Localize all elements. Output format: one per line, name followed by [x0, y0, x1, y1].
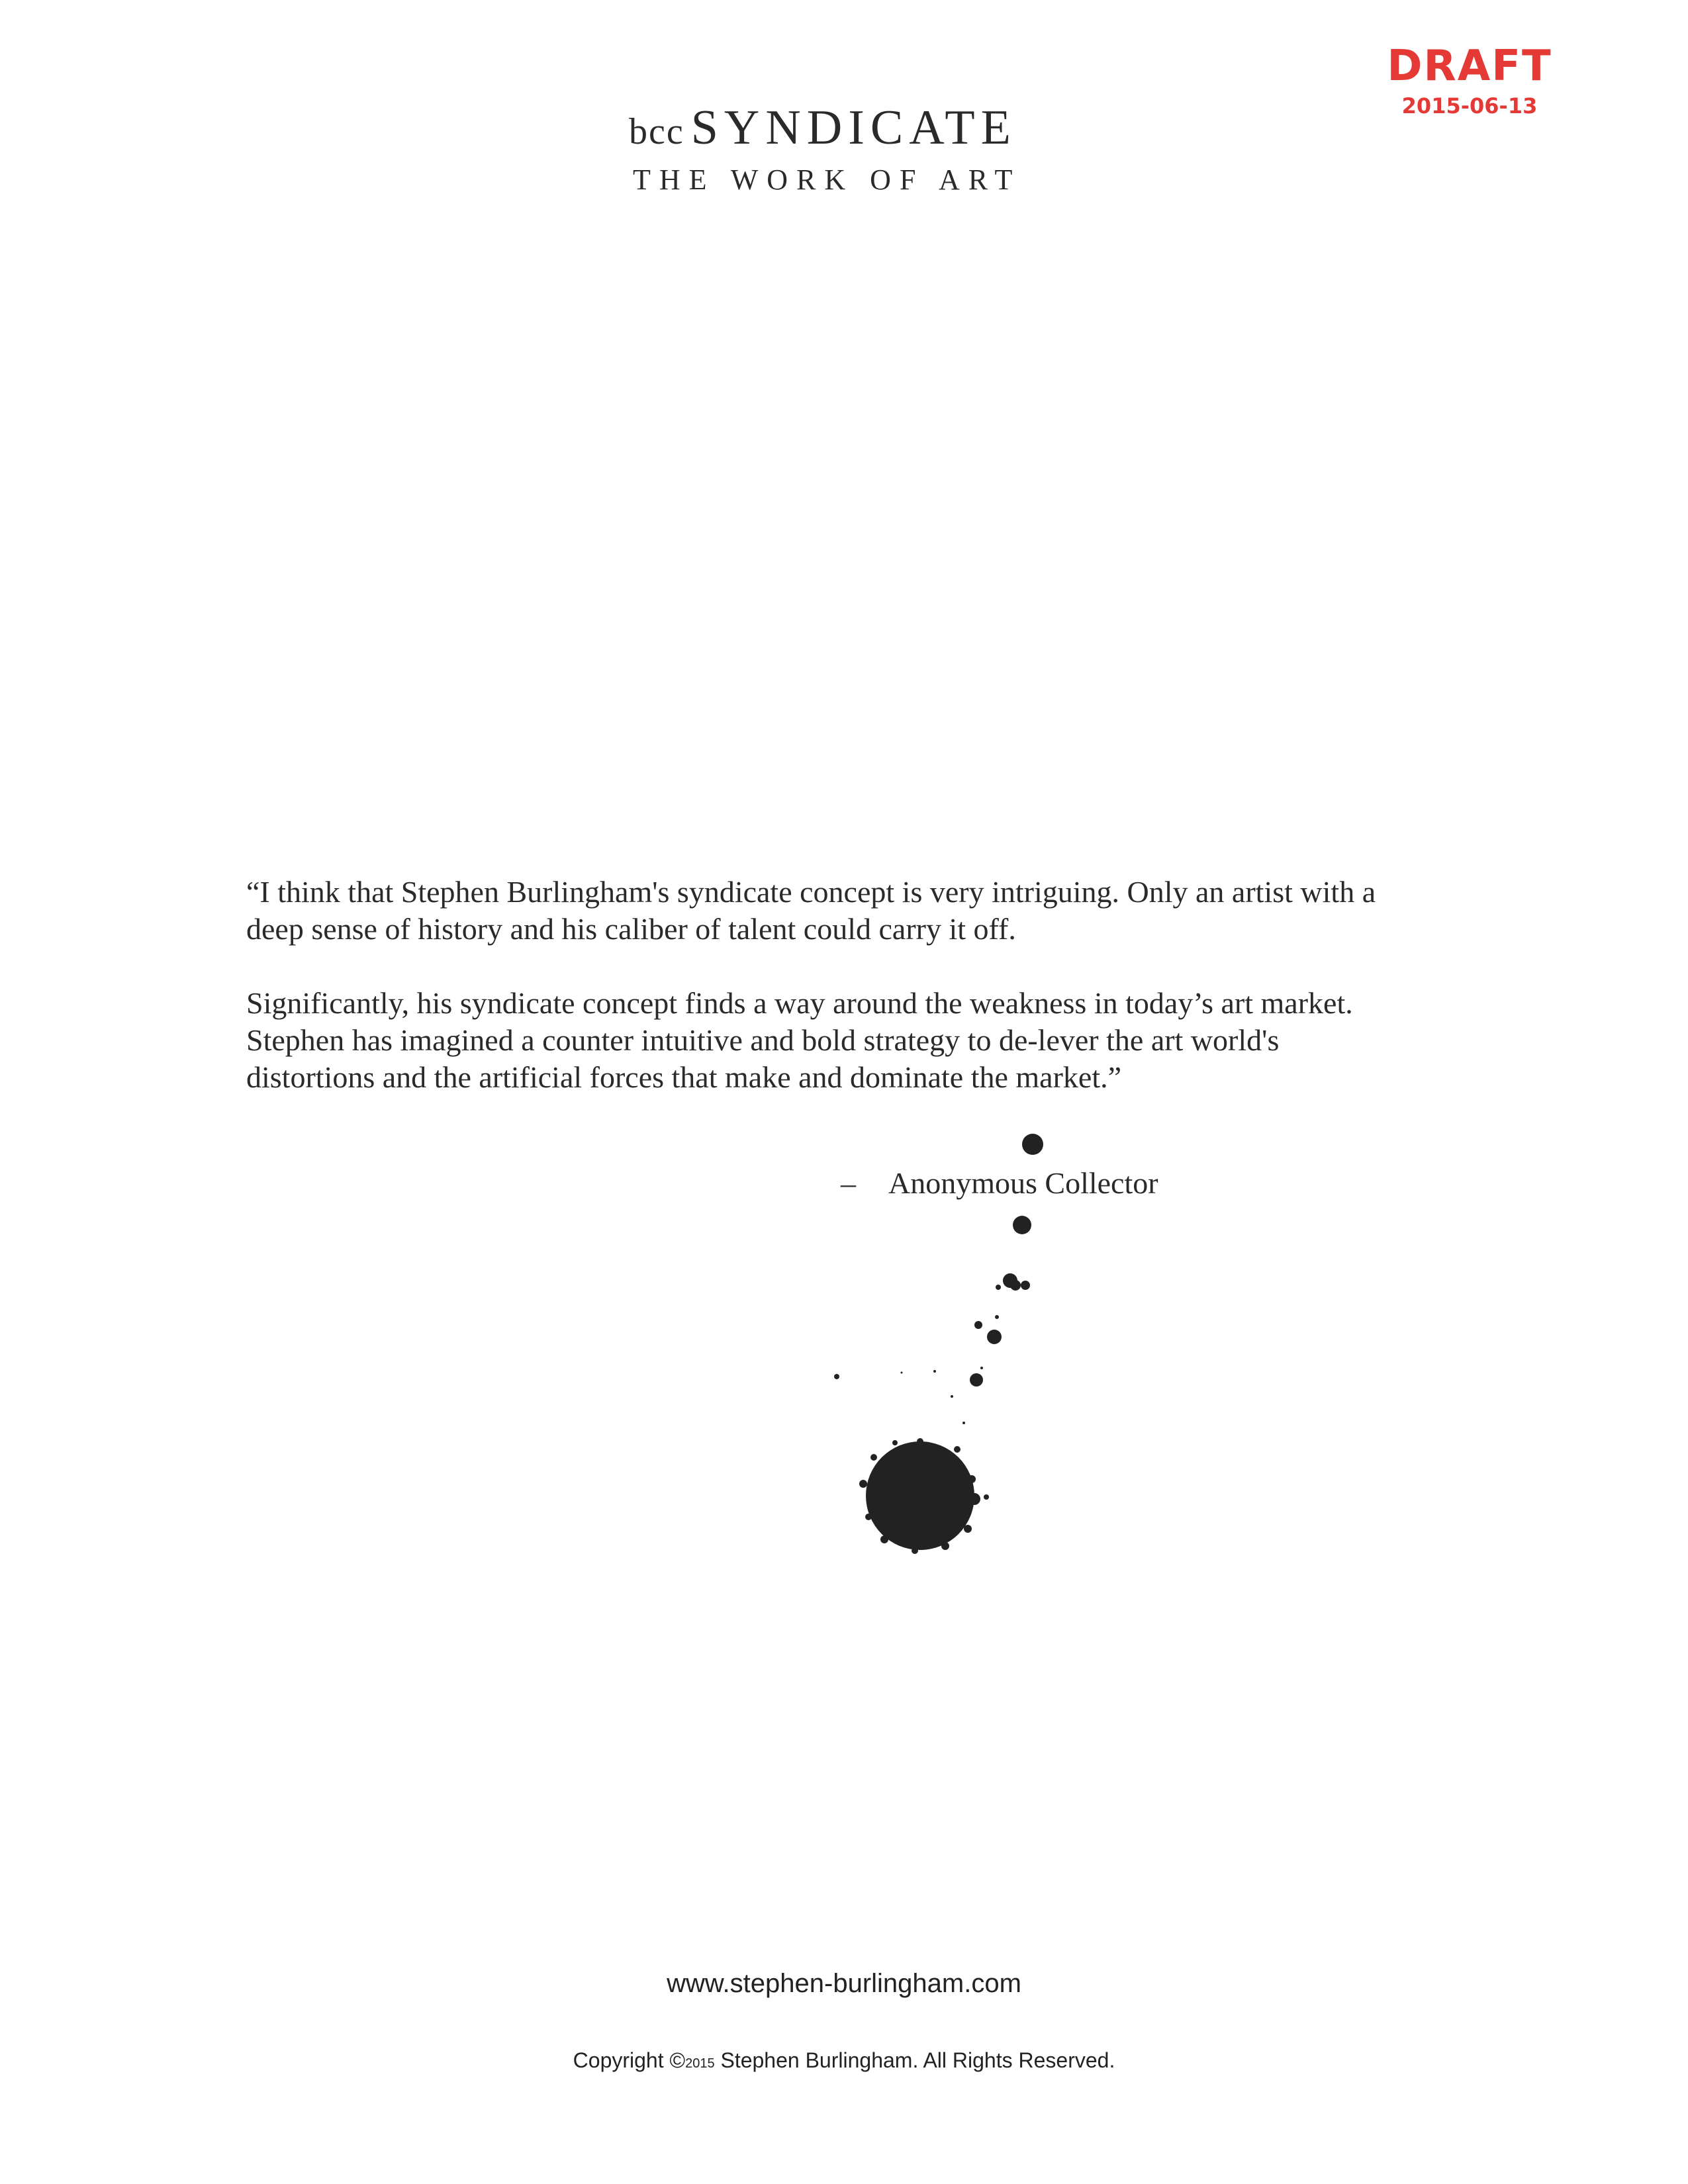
draft-label: DRAFT	[1387, 42, 1552, 91]
quote-paragraph-1	[246, 874, 1504, 948]
ink-drop	[996, 1285, 1001, 1290]
quote-line: deep sense of history and his caliber of talent could carry it off.	[246, 912, 1016, 946]
tagline: THE WORK OF ART	[633, 163, 1021, 196]
ink-drop	[1022, 1134, 1043, 1155]
draft-date: 2015-06-13	[1401, 93, 1538, 118]
quote-line: Significantly, his syndicate concept finds a way around the weakness in today’s art market.	[246, 986, 1353, 1020]
ink-drop	[995, 1315, 999, 1319]
quote-paragraph-2	[246, 985, 1504, 1096]
copyright-year: 2015	[685, 2056, 715, 2071]
ink-drop	[980, 1367, 983, 1369]
ink-drop	[951, 1395, 953, 1398]
copyright-notice	[0, 2048, 1688, 2073]
ink-drop	[834, 1374, 839, 1379]
brand-prefix: bcc	[629, 111, 684, 152]
ink-drop	[974, 1321, 982, 1329]
attribution-author: Anonymous Collector	[888, 1166, 1158, 1200]
testimonial-quote	[246, 874, 1504, 1133]
copyright-suffix: Stephen Burlingham. All Rights Reserved.	[714, 2048, 1115, 2072]
masthead	[629, 98, 1039, 200]
website-link[interactable]: www.stephen-burlingham.com	[667, 1969, 1021, 1998]
ink-drop	[970, 1373, 983, 1387]
ink-drop	[1010, 1280, 1021, 1291]
quote-line: Stephen has imagined a counter intuitive and bold strategy to de-lever the art world's	[246, 1023, 1280, 1057]
quote-line: distortions and the artificial forces that make and dominate the market.”	[246, 1060, 1122, 1094]
copyright-prefix: Copyright ©	[573, 2048, 686, 2072]
brand-title	[629, 98, 1039, 161]
draft-stamp	[1370, 40, 1569, 119]
ink-drop	[1021, 1281, 1030, 1290]
ink-drop	[987, 1330, 1002, 1344]
ink-drop	[933, 1370, 936, 1373]
ink-drop	[1013, 1216, 1031, 1234]
quote-line: “I think that Stephen Burlingham's syndicate concept is very intriguing. Only an artist with a	[246, 875, 1376, 909]
ink-blot	[859, 1438, 989, 1554]
quote-attribution	[841, 1165, 1158, 1202]
ink-drop	[962, 1422, 965, 1424]
brand-name: SYNDICATE	[690, 101, 1017, 155]
attribution-dash: –	[841, 1166, 856, 1200]
ink-drop	[901, 1372, 903, 1374]
